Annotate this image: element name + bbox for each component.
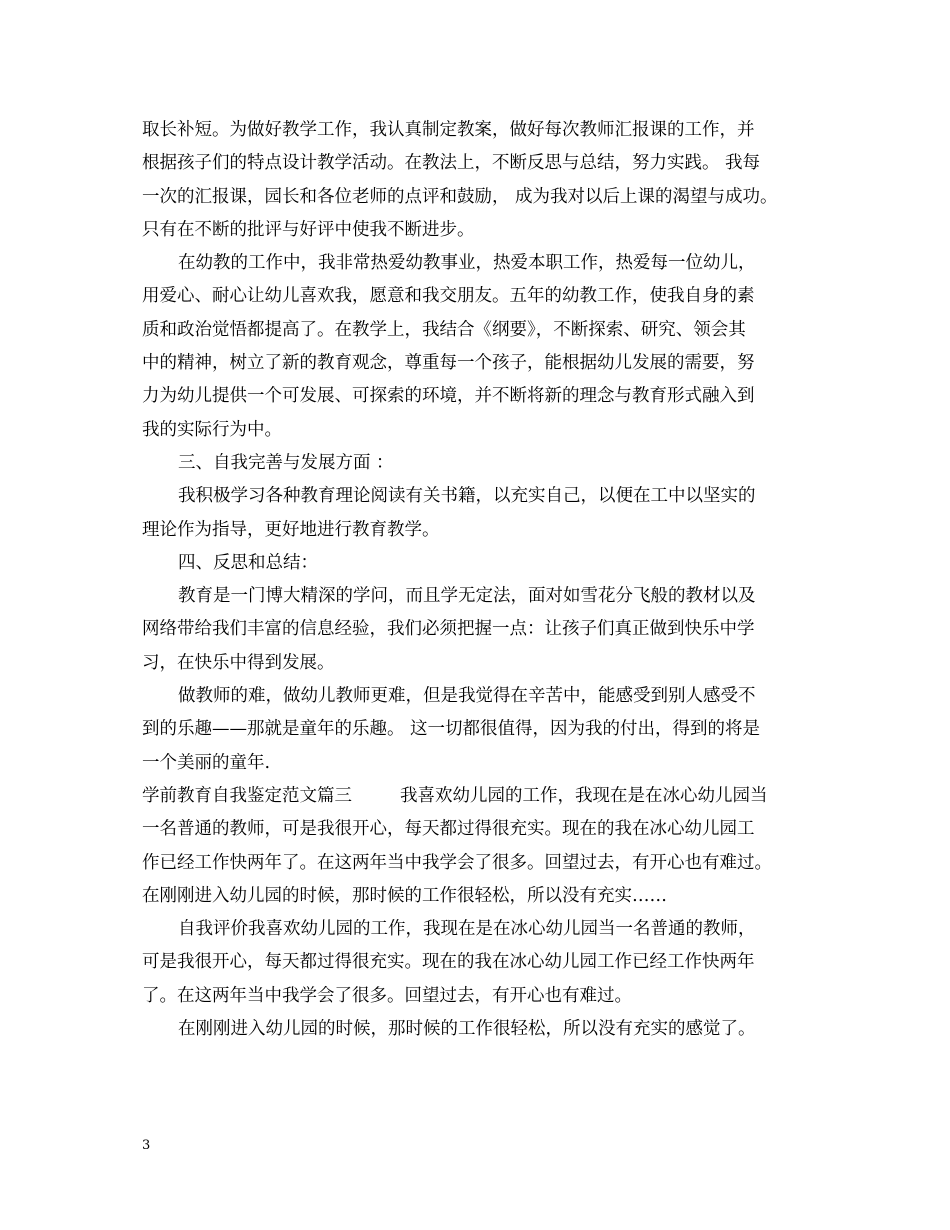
page-number: 3 [142, 1138, 151, 1153]
text-line: 到的乐趣——那就是童年的乐趣。 这一切都很值得，因为我的付出，得到的将是 [142, 719, 761, 740]
paragraph-start-line: 自我评价我喜欢幼儿园的工作，我现在是在冰心幼儿园当一名普通的教师， [178, 919, 756, 940]
text-line: 了。在这两年当中我学会了很多。回望过去，有开心也有难过。 [142, 985, 632, 1006]
article-first-sentence: 我喜欢幼儿园的工作，我现在是在冰心幼儿园当 [400, 785, 768, 806]
text-line: 一个美丽的童年. [142, 752, 271, 773]
text-line: 我的实际行为中。 [142, 419, 282, 440]
text-line: 网络带给我们丰富的信息经验，我们必须把握一点：让孩子们真正做到快乐中学 [142, 619, 755, 640]
text-line: 根据孩子们的特点设计教学活动。在教法上，不断反思与总结，努力实践。 我每 [142, 153, 761, 174]
text-line: 理论作为指导，更好地进行教育教学。 [142, 519, 440, 540]
article-title-line [142, 780, 822, 813]
text-line: 可是我很开心，每天都过得很充实。现在的我在冰心幼儿园工作已经工作快两年 [142, 952, 755, 973]
text-line: 力为幼儿提供一个可发展、可探索的环境，并不断将新的理念与教育形式融入到 [142, 386, 755, 407]
text-line: 作已经工作快两年了。在这两年当中我学会了很多。回望过去，有开心也有难过。 [142, 852, 772, 873]
paragraph-start-line: 在刚刚进入幼儿园的时候，那时候的工作很轻松，所以没有充实的感觉了。 [178, 1019, 756, 1040]
text-line: 中的精神，树立了新的教育观念，尊重每一个孩子，能根据幼儿发展的需要，努 [142, 353, 755, 374]
paragraph-start-line: 在幼教的工作中，我非常热爱幼教事业，热爱本职工作，热爱每一位幼儿， [178, 253, 756, 274]
text-line: 质和政治觉悟都提高了。在教学上，我结合《纲要》，不断探索、研究、领会其 [142, 319, 746, 340]
text-line: 用爱心、耐心让幼儿喜欢我，愿意和我交朋友。五年的幼教工作，使我自身的素 [142, 286, 755, 307]
text-line: 取长补短。为做好教学工作，我认真制定教案，做好每次教师汇报课的工作，并 [142, 120, 755, 140]
paragraph-start-line: 教育是一门博大精深的学问，而且学无定法，面对如雪花分飞般的教材以及 [178, 586, 756, 607]
section-heading: 三、自我完善与发展方面 ： [178, 452, 394, 473]
text-line: 只有在不断的批评与好评中使我不断进步。 [142, 219, 475, 240]
paragraph-start-line: 我积极学习各种教育理论阅读有关书籍，以充实自己，以便在工中以坚实的 [178, 486, 756, 507]
text-line: 习，在快乐中得到发展。 [142, 652, 335, 673]
text-line: 一次的汇报课，园长和各位老师的点评和鼓励， 成为我对以后上课的渴望与成功。 [142, 186, 778, 207]
text-line: 一名普通的教师，可是我很开心，每天都过得很充实。现在的我在冰心幼儿园工 [142, 819, 755, 840]
document-body [142, 114, 822, 1046]
article-title: 学前教育自我鉴定范文篇三 [142, 785, 352, 806]
section-heading: 四、反思和总结： [178, 552, 318, 573]
text-line: 在刚刚进入幼儿园的时候，那时候的工作很轻松，所以没有充实…… [142, 885, 667, 906]
paragraph-start-line: 做教师的难，做幼儿教师更难，但是我觉得在辛苦中，能感受到别人感受不 [178, 686, 756, 707]
